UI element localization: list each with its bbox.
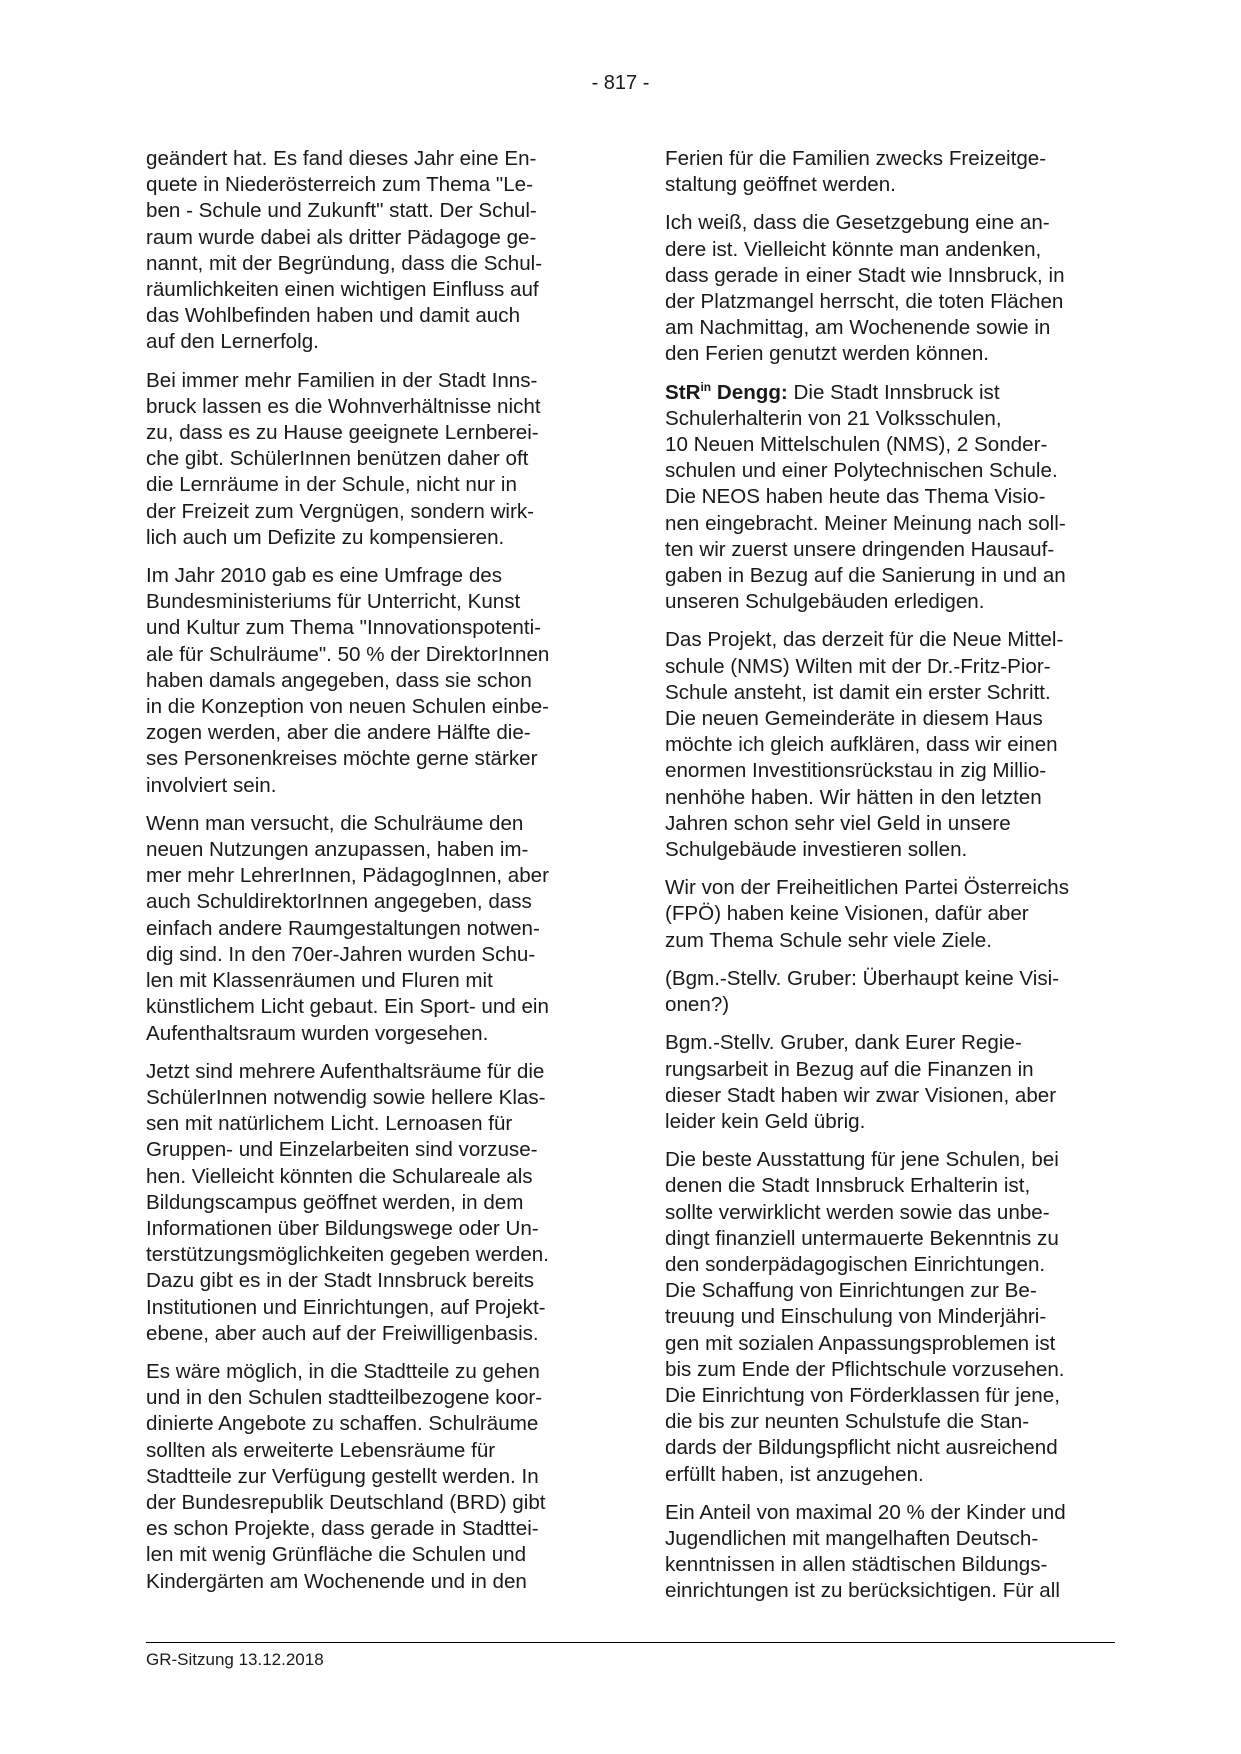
left-column [146,146,592,1607]
speaker-title: StR [665,380,701,404]
paragraph: Bei immer mehr Familien in der Stadt Inns- bruck lassen es die Wohnverhältnisse nicht zu, dass es zu Hause geeignete Lernberei- che gibt. SchülerInnen benützen daher oft die Lernräume in der Schule, nicht nur in der Freizeit zum Vergnügen, sondern wirk- lich auch um Defizite zu kompensieren. [146,368,541,549]
paragraph: Ein Anteil von maximal 20 % der Kinder und Jugendlichen mit mangelhaften Deutsch- kenntnissen in allen städtischen Bildungs- einrichtungen ist zu berücksichtigen. Für all [665,1500,1066,1603]
paragraph: Die beste Ausstattung für jene Schulen, bei denen die Stadt Innsbruck Erhalterin ist, sollte verwirklicht werden sowie das unbe- dingt finanziell untermauerte Bekenntnis zu den sonderpädagogischen Einrichtungen. Die Schaffung von Einrichtungen zur Be- treuung und Einschulung von Minderjähri- gen mit sozialen Anpassungsproblemen ist bis zum Ende der Pflichtschule vorzusehen. Die Einrichtung von Förderklassen für jene, die bis zur neunten Schulstufe die Stan- dards der Bildungspflicht nicht ausreichend erfüllt haben, ist anzugehen. [665,1148,1065,1486]
paragraph: Ich weiß, dass die Gesetzgebung eine an- dere ist. Vielleicht könnte man andenken, dass gerade in einer Stadt wie Innsbruck, in der Platzmangel herrscht, die toten Flächen am Nachmittag, am Wochenende sowie in den Ferien genutzt werden können. [665,211,1065,366]
paragraph: Das Projekt, das derzeit für die Neue Mittel- schule (NMS) Wilten mit der Dr.-Fritz-Pior- Schule ansteht, ist damit ein erster Schritt. Die neuen Gemeinderäte in diesem Haus möchte ich gleich aufklären, dass wir einen enormen Investitionsrückstau in zig Millio- nenhöhe haben. Wir hätten in den letzten Jahren schon sehr viel Geld in unsere Schulgebäude investieren sollen. [665,628,1064,862]
speaker-title-suffix: in [700,379,712,394]
paragraph: geändert hat. Es fand dieses Jahr eine En- quete in Niederösterreich zum Thema "Le- ben - Schule und Zukunft" statt. Der Schul- raum wurde dabei als dritter Pädagoge ge- nannt, mit der Begründung, dass die Schul- räumlichkeiten einen wichtigen Einfluss auf das Wohlbefinden haben und damit auch auf den Lernerfolg. [146,147,543,354]
footer-divider [146,1642,1115,1643]
paragraph: Wenn man versucht, die Schulräume den neuen Nutzungen anzupassen, haben im- mer mehr LehrerInnen, PädagogInnen, aber auch SchuldirektorInnen angegeben, dass einfach andere Raumgestaltungen notwen- dig sind. In den 70er-Jahren wurden Schu- len mit Klassenräumen und Fluren mit künstlichem Licht gebaut. Ein Sport- und ein Aufenthaltsraum wurden vorgesehen. [146,811,549,1045]
speaker-name [665,381,788,404]
speaker-statement: Die Stadt Innsbruck ist Schulerhalterin von 21 Volksschulen, 10 Neuen Mittelschulen (NMS), 2 Sonder- schulen und einer Polytechnischen Schule. Die NEOS haben heute das Thema Visio- nen eingebracht. Meiner Meinung nach soll- ten wir zuerst unsere dringenden Hausauf- gaben in Bezug auf die Sanierung in und an unseren Schulgebäuden erledigen. [665,380,1066,614]
page-number: - 817 - [591,72,650,94]
footer-session-date: GR-Sitzung 13.12.2018 [146,1650,324,1669]
paragraph: Ferien für die Familien zwecks Freizeitge- staltung geöffnet werden. [665,147,1047,197]
interjection: (Bgm.-Stellv. Gruber: Überhaupt keine Visi- onen?) [665,966,1060,1017]
paragraph: Wir von der Freiheitlichen Partei Österreichs (FPÖ) haben keine Visionen, dafür aber zum Thema Schule sehr viele Ziele. [665,876,1070,952]
paragraph: Es wäre möglich, in die Stadtteile zu gehen und in den Schulen stadtteilbezogene koor- dinierte Angebote zu schaffen. Schulräume sollten als erweiterte Lebensräume für Stadtteile zur Verfügung gestellt werden. In der Bundesrepublik Deutschland (BRD) gibt es schon Projekte, dass gerade in Stadttei- len mit wenig Grünfläche die Schulen und Kindergärten am Wochenende und in den [146,1359,546,1593]
paragraph: Im Jahr 2010 gab es eine Umfrage des Bundesministeriums für Unterricht, Kunst und Kultur zum Thema "Innovationspotenti- ale für Schulräume". 50 % der DirektorInnen haben damals angegeben, dass sie schon in die Konzeption von neuen Schulen einbe- zogen werden, aber die andere Hälfte die- ses Personenkreises möchte gerne stärker involviert sein. [146,564,550,797]
speaker-paragraph [665,380,1111,616]
speaker-surname: Dengg: [711,380,788,404]
right-column [665,146,1111,1617]
paragraph: Jetzt sind mehrere Aufenthaltsräume für die SchülerInnen notwendig sowie hellere Klas- sen mit natürlichem Licht. Lernoasen für Gruppen- und Einzelarbeiten sind vorzuse- hen. Vielleicht könnten die Schulareale als Bildungscampus geöffnet werden, in dem Informationen über Bildungswege oder Un- terstützungsmöglichkeiten gegeben werden. Dazu gibt es in der Stadt Innsbruck bereits Institutionen und Einrichtungen, auf Projekt- ebene, aber auch auf der Freiwilligenbasis. [146,1059,549,1345]
paragraph: Bgm.-Stellv. Gruber, dank Eurer Regie- rungsarbeit in Bezug auf die Finanzen in dieser Stadt haben wir zwar Visionen, aber leider kein Geld übrig. [665,1031,1057,1133]
